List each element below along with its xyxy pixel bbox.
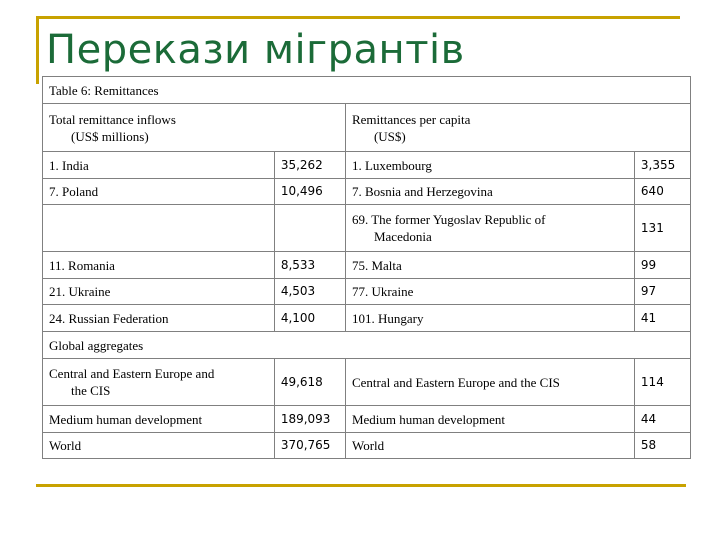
right-value-cell: 114 <box>634 359 690 406</box>
cell-line: Medium human development <box>351 411 506 427</box>
cell-line: 24. Russian Federation <box>49 310 169 326</box>
table-row <box>43 252 691 279</box>
aggregates-label: Global aggregates <box>43 332 691 359</box>
left-country-cell <box>43 205 275 252</box>
left-value-cell: 4,100 <box>274 305 345 332</box>
header-total-inflows <box>43 104 346 152</box>
table-row <box>43 205 691 252</box>
left-value-cell: 10,496 <box>274 179 345 205</box>
cell-line: World <box>351 438 385 453</box>
cell-line: Central and Eastern Europe and the CIS <box>351 374 560 390</box>
table-row <box>43 305 691 332</box>
right-country-cell <box>345 152 634 179</box>
cell-line: 1. Luxembourg <box>351 157 432 173</box>
left-country-cell <box>43 359 275 406</box>
cell-line: Central and Eastern Europe and <box>49 366 215 381</box>
remittances-table <box>42 76 691 459</box>
left-value-cell: 189,093 <box>274 406 345 433</box>
left-value-cell: 4,503 <box>274 279 345 305</box>
left-country-cell <box>43 179 275 205</box>
table-row <box>43 179 691 205</box>
table-caption: Table 6: Remittances <box>43 77 691 104</box>
right-value-cell: 41 <box>634 305 690 332</box>
left-value-cell: 49,618 <box>274 359 345 406</box>
cell-line: 77. Ukraine <box>351 284 414 299</box>
right-country-cell <box>345 205 634 252</box>
right-value-cell: 640 <box>634 179 690 205</box>
left-country-cell <box>43 152 275 179</box>
right-value-cell: 99 <box>634 252 690 279</box>
aggregates-label-row <box>43 332 691 359</box>
cell-line: Medium human development <box>49 411 203 427</box>
left-country-cell <box>43 305 275 332</box>
aggregate-row <box>43 359 691 406</box>
left-value-cell: 35,262 <box>274 152 345 179</box>
cell-line: Macedonia <box>373 229 432 244</box>
left-country-cell <box>43 279 275 305</box>
table-caption-row <box>43 77 691 104</box>
right-country-cell <box>345 406 634 433</box>
right-value-cell: 131 <box>634 205 690 252</box>
left-country-cell <box>43 406 275 433</box>
left-country-cell <box>43 433 275 459</box>
cell-line: 101. Hungary <box>351 310 424 326</box>
right-value-cell: 44 <box>634 406 690 433</box>
header-total-inflows-line2: (US$ millions) <box>71 128 149 144</box>
right-value-cell: 58 <box>634 433 690 459</box>
header-per-capita <box>345 104 690 152</box>
header-total-inflows-line1: Total remittance inflows <box>49 111 176 127</box>
left-value-cell <box>274 205 345 252</box>
top-accent-line <box>36 16 680 19</box>
right-country-cell <box>345 359 634 406</box>
left-value-cell: 370,765 <box>274 433 345 459</box>
cell-line: 7. Poland <box>49 184 99 199</box>
cell-line: World <box>49 438 82 453</box>
slide-title: Перекази мігрантів <box>46 27 465 73</box>
aggregate-row <box>43 433 691 459</box>
left-accent-line <box>36 16 39 84</box>
cell-line: 69. The former Yugoslav Republic of <box>351 212 546 227</box>
table-row <box>43 279 691 305</box>
right-country-cell <box>345 179 634 205</box>
header-per-capita-line1: Remittances per capita <box>351 111 471 127</box>
cell-line: the CIS <box>71 383 111 398</box>
cell-line: 11. Romania <box>49 257 115 273</box>
right-value-cell: 3,355 <box>634 152 690 179</box>
bottom-accent-line <box>36 484 686 487</box>
header-per-capita-line2: (US$) <box>373 128 406 144</box>
right-country-cell <box>345 252 634 279</box>
cell-line: 75. Malta <box>351 257 402 273</box>
right-country-cell <box>345 433 634 459</box>
table-header-row <box>43 104 691 152</box>
left-country-cell <box>43 252 275 279</box>
cell-line: 1. India <box>49 157 89 173</box>
right-country-cell <box>345 279 634 305</box>
cell-line: 7. Bosnia and Herzegovina <box>351 184 493 199</box>
right-value-cell: 97 <box>634 279 690 305</box>
aggregate-row <box>43 406 691 433</box>
left-value-cell: 8,533 <box>274 252 345 279</box>
cell-line: 21. Ukraine <box>49 284 111 299</box>
table-row <box>43 152 691 179</box>
right-country-cell <box>345 305 634 332</box>
